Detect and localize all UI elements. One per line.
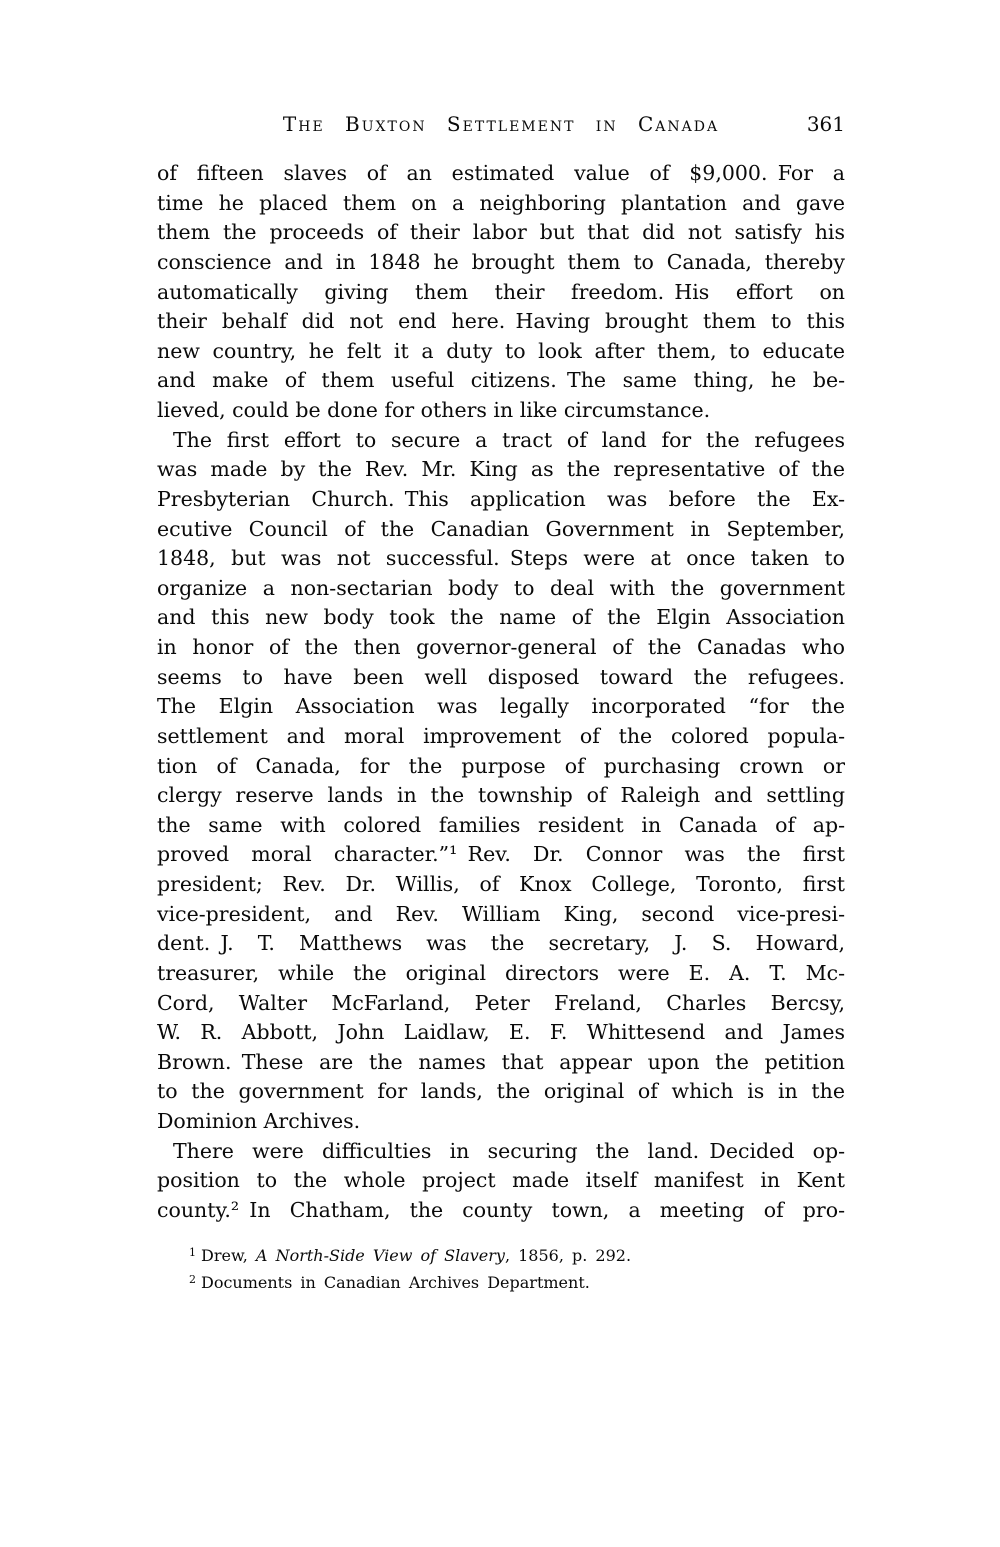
text-line: vice-president, and Rev. William King, second vice-presi- (157, 901, 845, 926)
text-line: automatically giving them their freedom. His effort on (157, 279, 845, 304)
text-line: time he placed them on a neighboring plantation and gave (157, 190, 845, 215)
footnote (189, 1267, 845, 1294)
text-line: treasurer, while the original directors were E. A. T. Mc- (157, 960, 845, 985)
text-line: the same with colored families resident in Canada of ap- (157, 812, 845, 837)
text-line: position to the whole project made itself manifest in Kent (157, 1168, 845, 1193)
running-title: The Buxton Settlement in Canada (282, 112, 720, 136)
text-line: president; Rev. Dr. Willis, of Knox College, Toronto, first (157, 872, 845, 896)
text-line: in honor of the then governor-general of the Canadas who (157, 635, 845, 659)
text-line: and make of them useful citizens. The same thing, he be- (157, 368, 845, 393)
text-line: dent. J. T. Matthews was the secretary, J. S. Howard, (157, 931, 845, 956)
text-line: proved moral character.”¹ Rev. Dr. Connor was the first (157, 842, 845, 867)
footnote-book-title: A North-Side View of Slavery (255, 1246, 505, 1265)
body-text (157, 159, 845, 1226)
text-line: Brown. These are the names that appear upon the petition (157, 1049, 845, 1074)
text-line: organize a non-sectarian body to deal with the government (157, 575, 845, 600)
page-header (157, 112, 845, 136)
text-line: of fifteen slaves of an estimated value of $9,000. For a (157, 161, 845, 185)
text-line: seems to have been well disposed toward the refugees. (157, 664, 845, 689)
text-line: and this new body took the name of the Elgin Association (157, 605, 845, 630)
page-number: 361 (806, 112, 845, 136)
text-line: The first effort to secure a tract of land for the refugees (173, 427, 845, 452)
text-line: settlement and moral improvement of the colored popula- (157, 723, 845, 748)
text-line: conscience and in 1848 he brought them to Canada, thereby (157, 249, 845, 274)
text-line: tion of Canada, for the purpose of purchasing crown or (157, 753, 845, 778)
paragraph (157, 1137, 845, 1226)
footnote-text: Documents in Canadian Archives Department. (201, 1272, 590, 1292)
text-line: The Elgin Association was legally incorporated “for the (157, 694, 845, 719)
text-line: new country, he felt it a duty to look after them, to educate (157, 338, 845, 363)
paragraph (157, 159, 845, 426)
text-line: county.² In Chatham, the county town, a meeting of pro- (157, 1197, 845, 1222)
text-line: W. R. Abbott, John Laidlaw, E. F. Whittesend and James (157, 1020, 845, 1045)
text-line: ecutive Council of the Canadian Government in September, (157, 516, 845, 541)
text-line: to the government for lands, the original of which is in the (157, 1079, 845, 1104)
text-line: 1848, but was not successful. Steps were at once taken to (157, 546, 845, 571)
footnote-marker: 2 (189, 1272, 196, 1286)
paragraph (157, 426, 845, 1137)
text-line: lieved, could be done for others in like circumstance. (157, 398, 711, 422)
text-line: them the proceeds of their labor but that did not satisfy his (157, 220, 845, 245)
text-line: Presbyterian Church. This application was before the Ex- (157, 486, 845, 511)
text-line: was made by the Rev. Mr. King as the representative of the (157, 457, 845, 482)
text-line: There were difficulties in securing the land. Decided op- (173, 1138, 845, 1163)
footnote-marker: 1 (189, 1246, 196, 1259)
footnote (189, 1240, 845, 1267)
text-line: Cord, Walter McFarland, Peter Freland, Charles Bercsy, (157, 990, 845, 1015)
footnote-text: Drew, (201, 1246, 256, 1265)
text-line: Dominion Archives. (157, 1109, 361, 1133)
footnotes (189, 1240, 845, 1293)
footnote-text: , 1856, p. 292. (504, 1246, 632, 1265)
text-line: their behalf did not end here. Having brought them to this (157, 309, 845, 334)
text-line: clergy reserve lands in the township of Raleigh and settling (157, 783, 845, 808)
